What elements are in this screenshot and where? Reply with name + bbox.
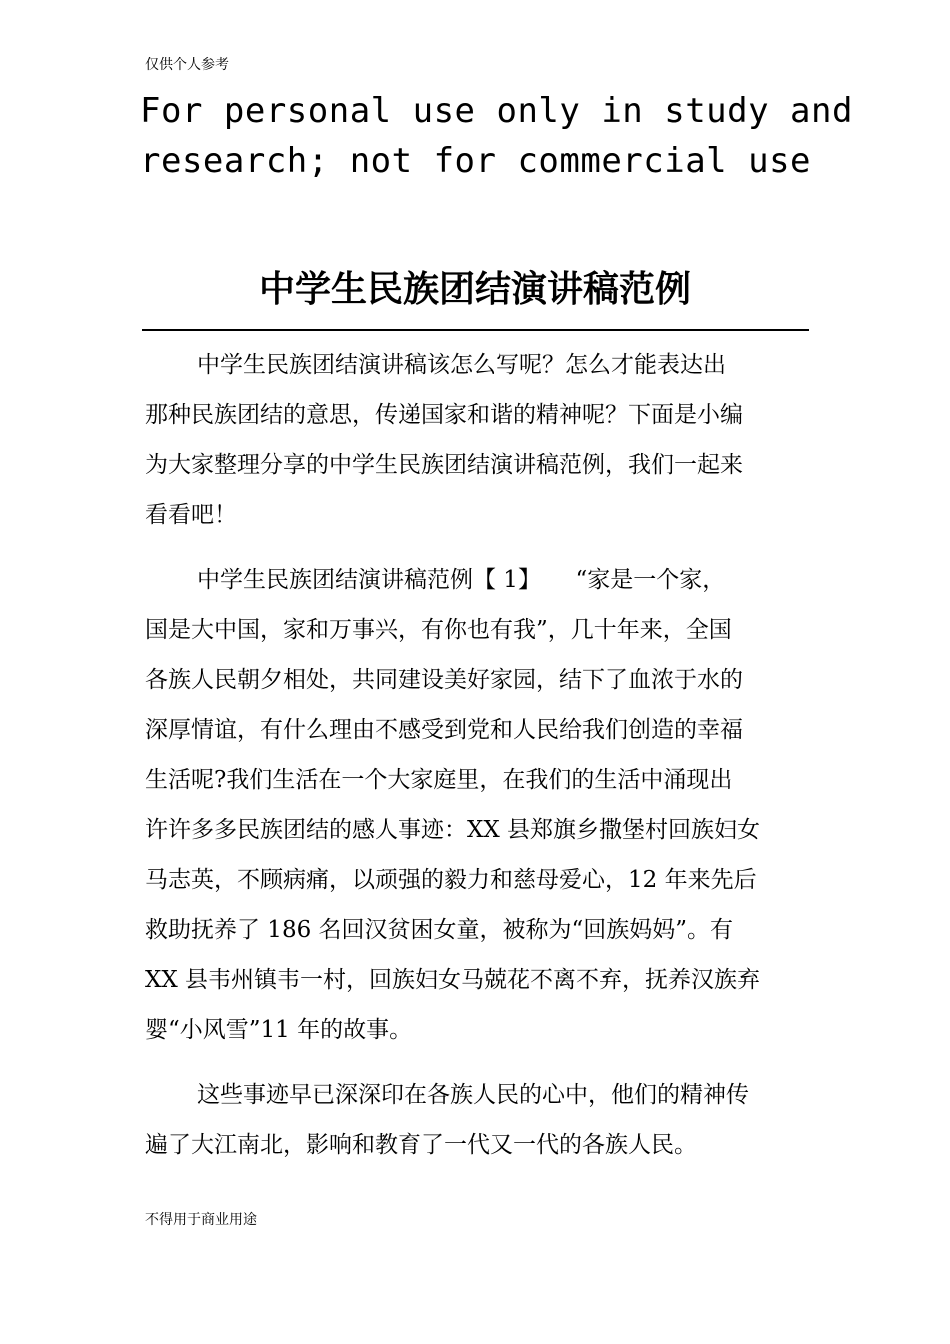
paragraph-line: 为大家整理分享的中学生民族团结演讲稿范例，我们一起来 <box>145 452 743 478</box>
paragraph-line: 那种民族团结的意思，传递国家和谐的精神呢？下面是小编 <box>145 402 743 428</box>
paragraph-line: 深厚情谊，有什么理由不感受到党和人民给我们创造的幸福 <box>145 717 743 743</box>
document-title: 中学生民族团结演讲稿范例 <box>258 269 691 310</box>
paragraph-line: 看看吧！ <box>145 502 237 528</box>
paragraph-line: XX 县韦州镇韦一村，回族妇女马兢花不离不弃，抚养汉族弃 <box>145 967 761 993</box>
paragraph-line: 中学生民族团结演讲稿该怎么写呢？怎么才能表达出 <box>197 352 726 378</box>
paragraph-line: 婴“小风雪”11 年的故事。 <box>145 1017 413 1043</box>
usage-notice-line: research; not for commercial use <box>140 141 812 181</box>
paragraph-line: 许许多多民族团结的感人事迹：XX 县郑旗乡撒堡村回族妇女 <box>145 817 761 843</box>
paragraph-line: 救助抚养了 186 名回汉贫困女童，被称为“回族妈妈”。有 <box>145 917 734 943</box>
paragraph-line: 各族人民朝夕相处，共同建设美好家园，结下了血浓于水的 <box>145 667 743 693</box>
footer-note: 不得用于商业用途 <box>145 1212 257 1228</box>
title-divider <box>142 329 809 331</box>
usage-notice <box>140 86 853 186</box>
usage-notice-line: For personal use only in study and <box>140 91 853 131</box>
paragraph-line: 马志英，不顾病痛，以顽强的毅力和慈母爱心，12 年来先后 <box>145 867 757 893</box>
paragraph-line: 这些事迹早已深深印在各族人民的心中，他们的精神传 <box>197 1082 749 1108</box>
paragraph-line: 国是大中国，家和万事兴，有你也有我”，几十年来，全国 <box>145 617 732 643</box>
paragraph-line: 遍了大江南北，影响和教育了一代又一代的各族人民。 <box>145 1132 697 1158</box>
paragraph-line: 中学生民族团结演讲稿范例【 1】 “家是一个家， <box>197 567 726 593</box>
paragraph-line: 生活呢?我们生活在一个大家庭里，在我们的生活中涌现出 <box>145 767 733 793</box>
intro-paragraph <box>145 340 810 540</box>
closing-paragraph <box>145 1070 810 1170</box>
example-paragraph <box>145 555 810 1055</box>
header-note: 仅供个人参考 <box>145 57 229 73</box>
